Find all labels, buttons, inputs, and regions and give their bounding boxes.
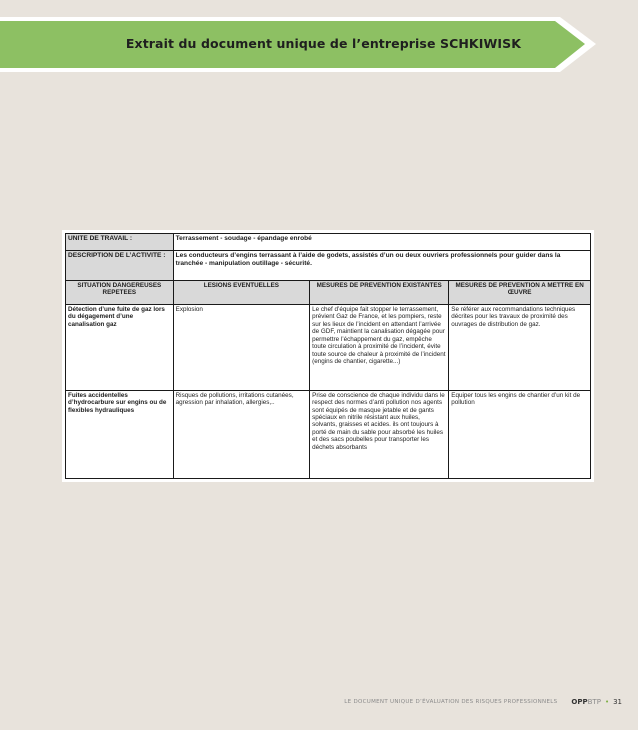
- footer-separator: •: [604, 698, 610, 706]
- column-header: MESURES DE PREVENTION A METTRE EN ŒUVRE: [449, 280, 591, 305]
- existing-measures-cell: Le chef d’équipe fait stopper le terrassement, prévient Gaz de France, et les pompiers, reste sur les lieux de l’incident en attendant l’arrivée de GDF, maintient la canalisation dégagée pour permettre l’échappement du gaz, empêche toute circulation à proximité de l’incident, évite toute source de chaleur à proximité de l’incident (engins de chantier, cigarette...): [310, 305, 449, 391]
- footer-brand: [571, 698, 601, 706]
- column-header-row: [66, 280, 591, 305]
- table-row: [66, 390, 591, 478]
- column-header: SITUATION DANGEREUSES REPETEES: [66, 280, 174, 305]
- work-unit-row: [66, 234, 591, 251]
- table-row: [66, 305, 591, 391]
- work-unit-value: Terrassement - soudage - épandage enrobé: [173, 234, 590, 251]
- banner-title: Extrait du document unique de l’entreprise SCHKIWISK: [125, 36, 521, 51]
- column-header: MESURES DE PREVENTION EXISTANTES: [310, 280, 449, 305]
- activity-description: Les conducteurs d’engins terrassant à l’aide de godets, assistés d’un ou deux ouvriers professionnels pour guider dans la tranchée - manipulation outillage - sécurité.: [173, 251, 590, 280]
- lesions-cell: Risques de pollutions, irritations cutanées, agression par inhalation, allergies,..: [173, 390, 310, 478]
- activity-label: DESCRIPTION DE L’ACTIVITE :: [66, 251, 174, 280]
- planned-measures-cell: Equiper tous les engins de chantier d’un kit de pollution: [449, 390, 591, 478]
- risk-table: [65, 233, 591, 479]
- footer-doc-title: LE DOCUMENT UNIQUE D’ÉVALUATION DES RISQUES PROFESSIONNELS: [344, 699, 558, 705]
- brand-opp: OPP: [571, 698, 588, 706]
- header-banner: [0, 12, 596, 77]
- column-header: LESIONS EVENTUELLES: [173, 280, 310, 305]
- planned-measures-cell: Se référer aux recommandations techniques décrites pour les travaux de proximité des ouvrages de distribution de gaz.: [449, 305, 591, 391]
- page-footer: [0, 695, 622, 709]
- brand-btp: BTP: [587, 698, 601, 706]
- situation-cell: Fuites accidentelles d’hydrocarbure sur engins ou de flexibles hydrauliques: [66, 390, 174, 478]
- lesions-cell: Explosion: [173, 305, 310, 391]
- document-excerpt: [62, 230, 594, 482]
- situation-cell: Détection d’une fuite de gaz lors du dégagement d’une canalisation gaz: [66, 305, 174, 391]
- page-number: 31: [613, 698, 622, 706]
- activity-row: [66, 251, 591, 280]
- work-unit-label: UNITE DE TRAVAIL :: [66, 234, 174, 251]
- existing-measures-cell: Prise de conscience de chaque individu dans le respect des normes d’anti pollution nos agents sont équipés de masque jetable et de gants spéciaux en nitrile résistant aux huiles, solvants, graisses et acides. ils ont toujours à porté de main du sable pour absorbé les huiles et des sacs poubelles pour transporter les déchets absorbants: [310, 390, 449, 478]
